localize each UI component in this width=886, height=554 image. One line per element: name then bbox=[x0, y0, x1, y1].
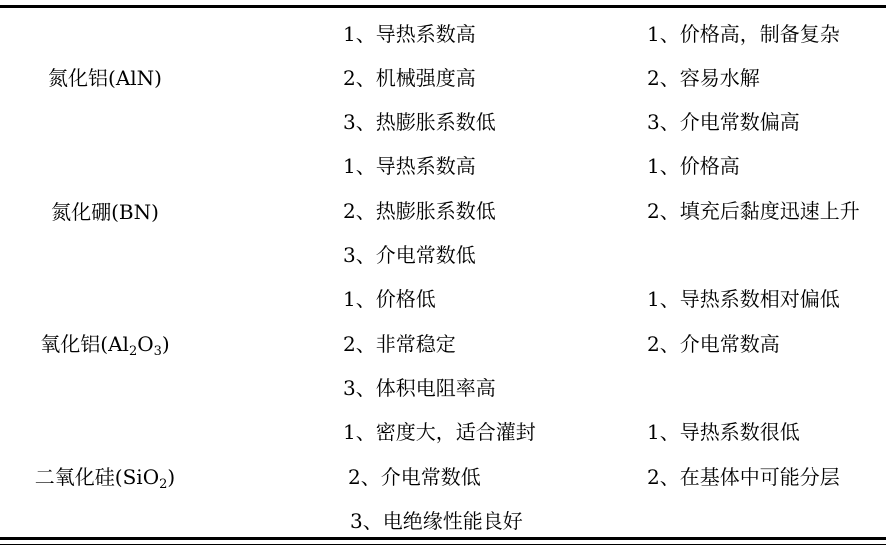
advantage-item: 2、非常稳定 bbox=[343, 332, 456, 356]
advantage-item: 2、介电常数低 bbox=[348, 465, 481, 489]
advantage-item: 3、介电常数低 bbox=[343, 243, 476, 267]
material-cell-aln: 氮化铝(AlN) bbox=[48, 66, 162, 90]
advantage-item: 1、密度大，适合灌封 bbox=[343, 420, 536, 444]
material-cell-al2o3: 氧化铝$(Al_2O_3)$ bbox=[40, 332, 170, 359]
material-cell-bn: 氮化硼(BN) bbox=[51, 200, 159, 224]
advantage-item: 1、导热系数高 bbox=[343, 154, 476, 178]
disadvantage-item: 2、容易水解 bbox=[647, 66, 760, 90]
disadvantage-item: 3、介电常数偏高 bbox=[647, 110, 800, 134]
disadvantage-item: 1、价格高 bbox=[647, 154, 740, 178]
disadvantage-item: 1、导热系数相对偏低 bbox=[647, 287, 840, 311]
disadvantage-item: 2、在基体中可能分层 bbox=[647, 465, 840, 489]
advantage-item: 3、体积电阻率高 bbox=[343, 376, 496, 400]
advantage-item: 1、导热系数高 bbox=[343, 22, 476, 46]
material-cell-sio2: 二氧化硅(SiO$_2$) bbox=[34, 465, 176, 492]
disadvantage-item: 2、填充后黏度迅速上升 bbox=[647, 199, 860, 223]
disadvantage-item: 1、价格高，制备复杂 bbox=[647, 22, 840, 46]
table-bottom-rule bbox=[0, 537, 886, 540]
advantage-item: 2、机械强度高 bbox=[343, 66, 476, 90]
advantage-item: 1、价格低 bbox=[343, 287, 436, 311]
disadvantage-item: 1、导热系数很低 bbox=[647, 420, 800, 444]
table-bottom-thin-rule bbox=[0, 544, 886, 545]
advantage-item: 3、电绝缘性能良好 bbox=[350, 509, 523, 533]
advantage-item: 3、热膨胀系数低 bbox=[343, 110, 496, 134]
disadvantage-item: 2、介电常数高 bbox=[647, 332, 780, 356]
advantage-item: 2、热膨胀系数低 bbox=[343, 199, 496, 223]
table-top-rule bbox=[0, 5, 886, 8]
